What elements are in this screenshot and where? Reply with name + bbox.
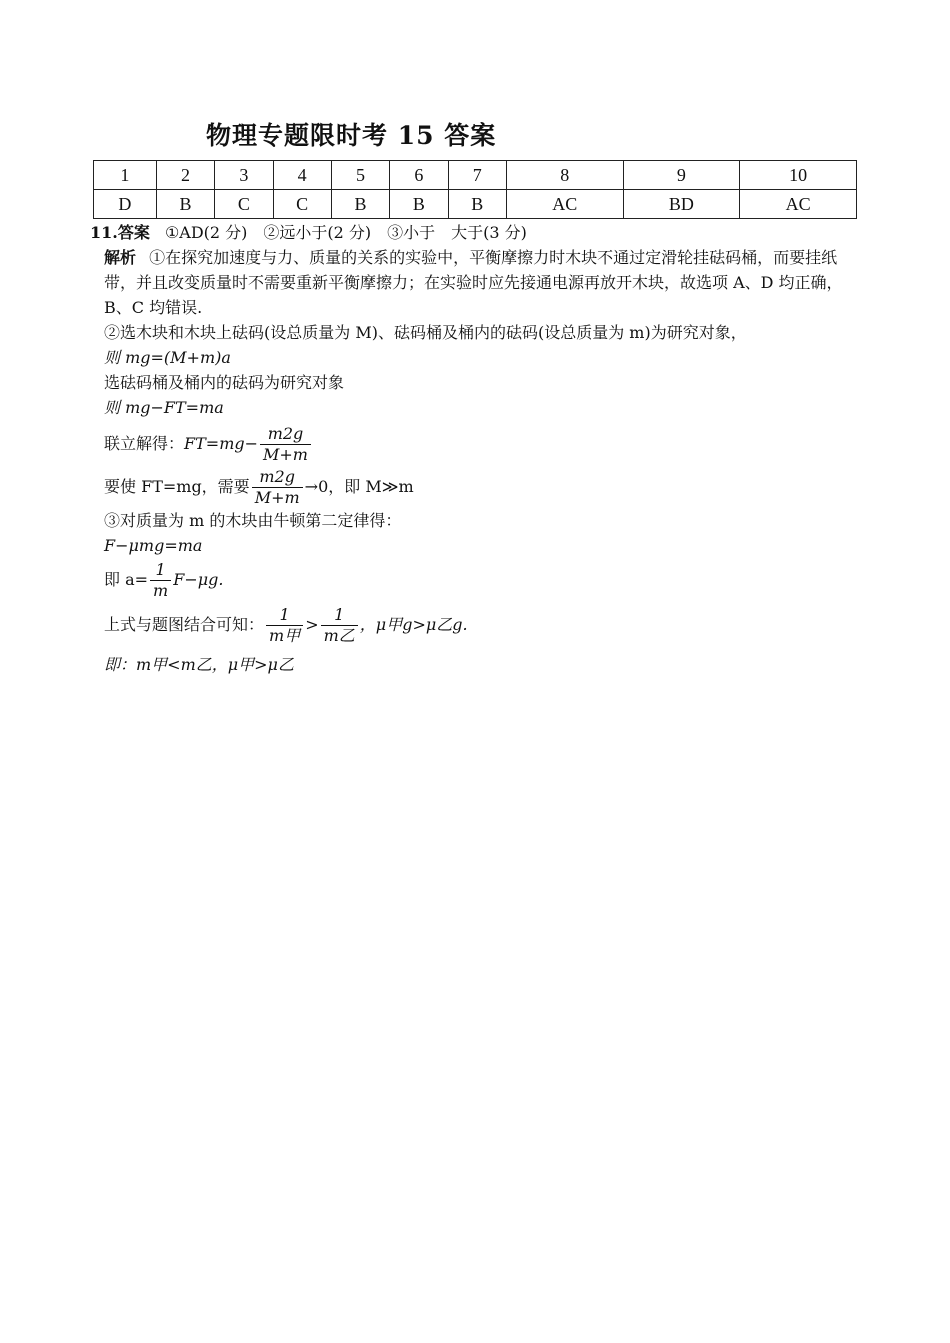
analysis-paragraph-4: ③对质量为 m 的木块由牛顿第二定律得： bbox=[104, 511, 402, 530]
table-cell: 8 bbox=[506, 161, 623, 190]
equation-7 bbox=[104, 605, 854, 646]
table-row-answers bbox=[94, 190, 857, 219]
table-cell: AC bbox=[740, 190, 857, 219]
equation-4 bbox=[104, 467, 854, 508]
table-cell: B bbox=[448, 190, 506, 219]
fraction-numerator: 1 bbox=[150, 560, 171, 581]
table-cell: AC bbox=[506, 190, 623, 219]
table-cell: C bbox=[215, 190, 273, 219]
table-cell: BD bbox=[623, 190, 740, 219]
equation-5: F−μmg=ma bbox=[104, 536, 203, 555]
table-cell: 10 bbox=[740, 161, 857, 190]
equation-3-prefix: 联立解得： bbox=[104, 434, 185, 453]
equation-1: 则 mg=(M+m)a bbox=[104, 348, 231, 367]
fraction bbox=[266, 605, 303, 646]
fraction-denominator: M+m bbox=[254, 488, 300, 507]
table-cell: D bbox=[94, 190, 157, 219]
equation-8: 即：m甲<m乙，μ甲>μ乙 bbox=[104, 655, 294, 674]
equation-3 bbox=[104, 424, 854, 465]
fraction-numerator: m2g bbox=[260, 424, 311, 445]
table-cell: 5 bbox=[331, 161, 389, 190]
table-cell: C bbox=[273, 190, 331, 219]
analysis-paragraph-3: 选砝码桶及桶内的砝码为研究对象 bbox=[104, 373, 345, 392]
equation-4-prefix: 要使 FT=mg，需要 bbox=[104, 477, 250, 496]
table-cell: 9 bbox=[623, 161, 740, 190]
table-cell: 1 bbox=[94, 161, 157, 190]
fraction-numerator: 1 bbox=[266, 605, 303, 626]
page-title: 物理专题限时考 15 答案 bbox=[206, 121, 497, 150]
analysis-paragraph-1 bbox=[104, 245, 854, 320]
fraction-denominator: m甲 bbox=[269, 626, 301, 645]
equation-6 bbox=[104, 560, 854, 601]
table-row-numbers bbox=[94, 161, 857, 190]
fraction bbox=[260, 424, 311, 465]
equation-3-lhs: FT=mg− bbox=[184, 434, 259, 453]
table-cell: 3 bbox=[215, 161, 273, 190]
equation-6-prefix: 即 a= bbox=[104, 570, 149, 589]
fraction-denominator: m bbox=[153, 581, 169, 600]
fraction-numerator: 1 bbox=[321, 605, 358, 626]
analysis-text-1: ①在探究加速度与力、质量的关系的实验中，平衡摩擦力时木块不通过定滑轮挂砝码桶，而要挂纸带，并且改变质量时不需要重新平衡摩擦力；在实验时应先接通电源再放开木块，故选项 A、D 均正确，B、C 均错误. bbox=[104, 248, 843, 317]
table-cell: 2 bbox=[156, 161, 214, 190]
table-cell: 4 bbox=[273, 161, 331, 190]
greater-than-sign: > bbox=[305, 615, 319, 634]
table-cell: B bbox=[390, 190, 448, 219]
solution-body bbox=[90, 220, 854, 677]
fraction-numerator: m2g bbox=[252, 467, 303, 488]
fraction bbox=[150, 560, 171, 601]
table-cell: B bbox=[331, 190, 389, 219]
equation-7-suffix: ，μ甲g>μ乙g. bbox=[359, 615, 468, 634]
equation-4-suffix: →0，即 M≫m bbox=[304, 477, 414, 496]
answer-text: ①AD(2 分) ②远小于(2 分) ③小于 大于(3 分) bbox=[164, 223, 527, 242]
answer-table bbox=[93, 160, 857, 219]
analysis-label: 解析 bbox=[104, 248, 137, 267]
table-cell: 6 bbox=[390, 161, 448, 190]
answer-line bbox=[90, 220, 854, 245]
equation-7-prefix: 上式与题图结合可知： bbox=[104, 615, 265, 634]
analysis-paragraph-2: ②选木块和木块上砝码(设总质量为 M)、砝码桶及桶内的砝码(设总质量为 m)为研究对象， bbox=[104, 323, 747, 342]
table-cell: 7 bbox=[448, 161, 506, 190]
answer-label: 11.答案 bbox=[90, 223, 150, 242]
fraction-denominator: m乙 bbox=[323, 626, 355, 645]
equation-2: 则 mg−FT=ma bbox=[104, 398, 224, 417]
fraction bbox=[252, 467, 303, 508]
fraction-denominator: M+m bbox=[263, 445, 308, 464]
fraction bbox=[321, 605, 358, 646]
equation-6-suffix: F−μg. bbox=[173, 570, 224, 589]
table-cell: B bbox=[156, 190, 214, 219]
